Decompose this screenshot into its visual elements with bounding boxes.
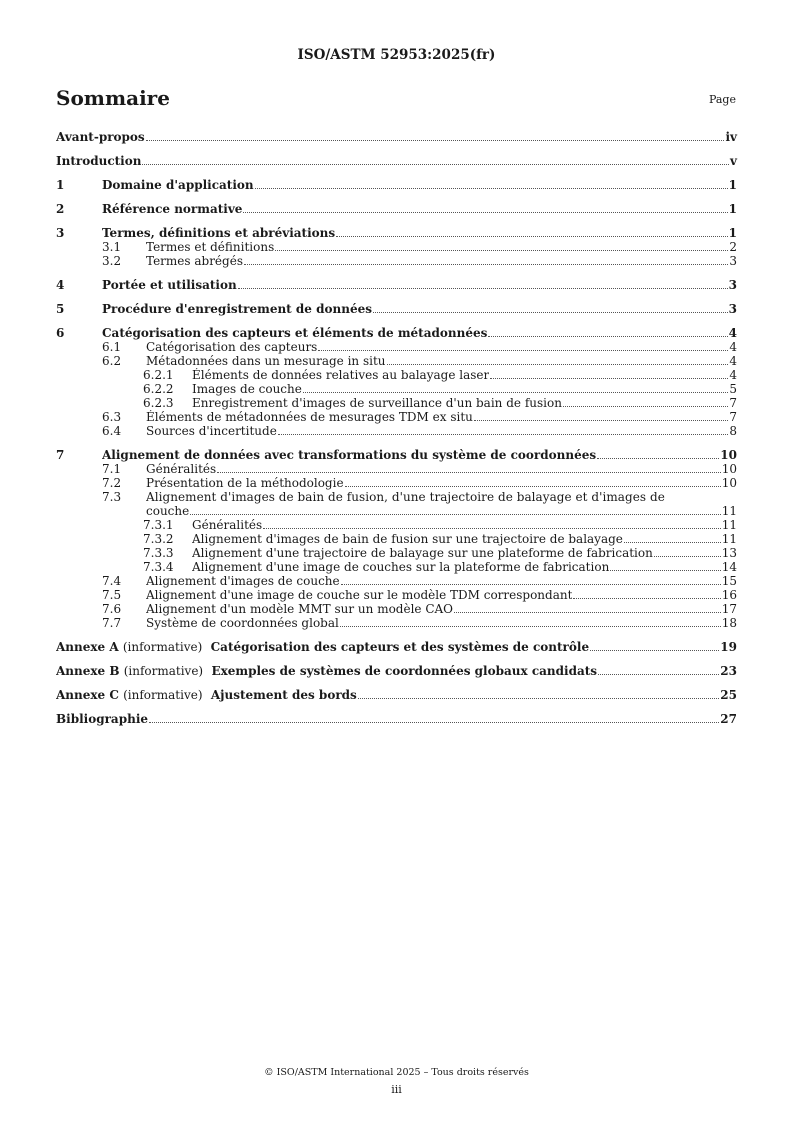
toc-entry-6[interactable]: 6 Catégorisation des capteurs et éléments de métadonnées 4: [56, 326, 737, 340]
table-of-contents: [56, 130, 737, 726]
toc-entry-introduction[interactable]: Introduction v: [56, 154, 737, 168]
toc-entry-avant-propos[interactable]: Avant-propos iv: [56, 130, 737, 144]
toc-entry-7-3-1[interactable]: 7.3.1 Généralités 11: [143, 518, 737, 532]
toc-entry-7-2[interactable]: 7.2 Présentation de la méthodologie 10: [102, 476, 737, 490]
toc-entry-7-3[interactable]: 7.3 Alignement d'images de bain de fusion, d'une trajectoire de balayage et d'images de couche 11: [102, 490, 737, 518]
toc-entry-annex-a[interactable]: Annexe A (informative) Catégorisation des capteurs et des systèmes de contrôle 19: [56, 640, 737, 654]
toc-entry-7-3-4[interactable]: 7.3.4 Alignement d'une image de couches sur la plateforme de fabrication 14: [143, 560, 737, 574]
copyright-footer: © ISO/ASTM International 2025 – Tous droits réservés: [264, 1067, 529, 1078]
document-id-header: ISO/ASTM 52953:2025(fr): [297, 47, 496, 63]
toc-entry-1[interactable]: 1 Domaine d'application 1: [56, 178, 737, 192]
toc-entry-7-3-2[interactable]: 7.3.2 Alignement d'images de bain de fusion sur une trajectoire de balayage 11: [143, 532, 737, 546]
page-title: Sommaire: [56, 86, 170, 110]
page-number: iii: [391, 1083, 402, 1096]
toc-entry-6-3[interactable]: 6.3 Éléments de métadonnées de mesurages TDM ex situ 7: [102, 410, 737, 424]
toc-entry-bibliographie[interactable]: Bibliographie 27: [56, 712, 737, 726]
toc-entry-6-1[interactable]: 6.1 Catégorisation des capteurs 4: [102, 340, 737, 354]
toc-entry-6-2-1[interactable]: 6.2.1 Éléments de données relatives au balayage laser 4: [143, 368, 737, 382]
toc-entry-7-3-3[interactable]: 7.3.3 Alignement d'une trajectoire de balayage sur une plateforme de fabrication 13: [143, 546, 737, 560]
toc-entry-2[interactable]: 2 Référence normative 1: [56, 202, 737, 216]
toc-entry-7[interactable]: 7 Alignement de données avec transformations du système de coordonnées 10: [56, 448, 737, 462]
toc-entry-3-2[interactable]: 3.2 Termes abrégés 3: [102, 254, 737, 268]
page-column-label: Page: [708, 93, 736, 106]
toc-entry-3[interactable]: 3 Termes, définitions et abréviations 1: [56, 226, 737, 240]
toc-entry-4[interactable]: 4 Portée et utilisation 3: [56, 278, 737, 292]
toc-entry-6-2[interactable]: 6.2 Métadonnées dans un mesurage in situ 4: [102, 354, 737, 368]
toc-entry-7-1[interactable]: 7.1 Généralités 10: [102, 462, 737, 476]
toc-entry-6-2-2[interactable]: 6.2.2 Images de couche 5: [143, 382, 737, 396]
toc-entry-7-7[interactable]: 7.7 Système de coordonnées global 18: [102, 616, 737, 630]
toc-entry-5[interactable]: 5 Procédure d'enregistrement de données 3: [56, 302, 737, 316]
toc-entry-annex-c[interactable]: Annexe C (informative) Ajustement des bords 25: [56, 688, 737, 702]
toc-entry-6-2-3[interactable]: 6.2.3 Enregistrement d'images de surveillance d'un bain de fusion 7: [143, 396, 737, 410]
toc-entry-7-6[interactable]: 7.6 Alignement d'un modèle MMT sur un modèle CAO 17: [102, 602, 737, 616]
toc-entry-annex-b[interactable]: Annexe B (informative) Exemples de systèmes de coordonnées globaux candidats 23: [56, 664, 737, 678]
toc-entry-3-1[interactable]: 3.1 Termes et définitions 2: [102, 240, 737, 254]
toc-entry-7-5[interactable]: 7.5 Alignement d'une image de couche sur le modèle TDM correspondant 16: [102, 588, 737, 602]
toc-entry-6-4[interactable]: 6.4 Sources d'incertitude 8: [102, 424, 737, 438]
toc-entry-7-4[interactable]: 7.4 Alignement d'images de couche 15: [102, 574, 737, 588]
